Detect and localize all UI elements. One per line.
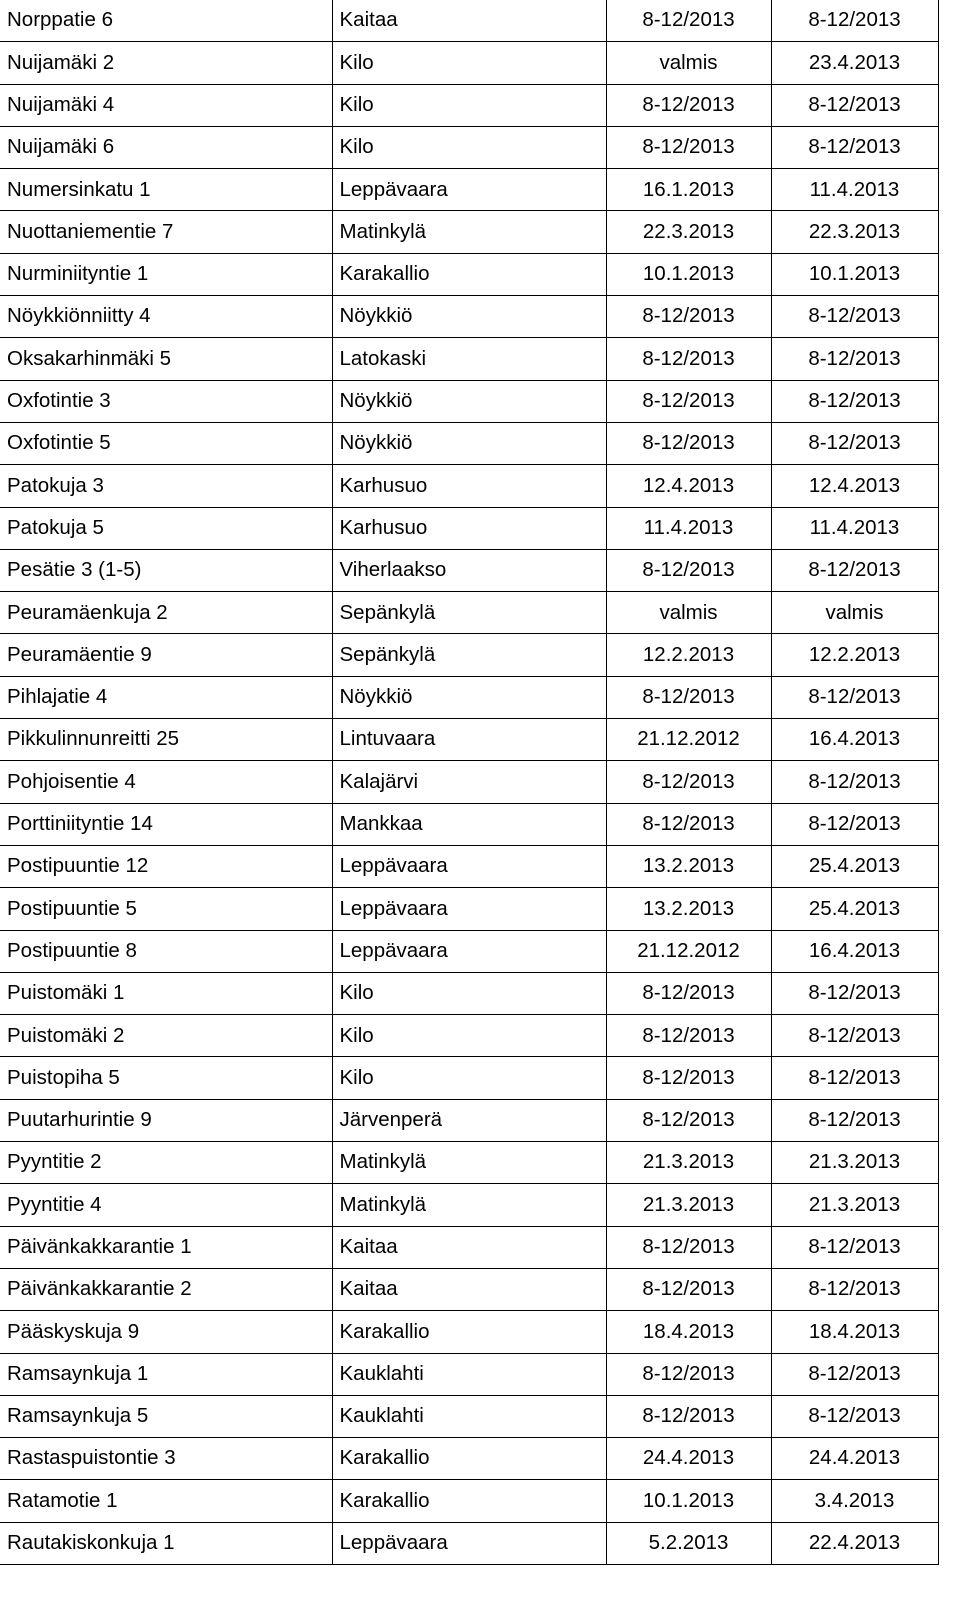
start-date-cell: 8-12/2013 bbox=[606, 1268, 771, 1310]
table-row bbox=[0, 803, 938, 845]
end-date-cell: 8-12/2013 bbox=[771, 1057, 938, 1099]
end-date-cell: 8-12/2013 bbox=[771, 676, 938, 718]
table-row bbox=[0, 1522, 938, 1564]
end-date-cell: 8-12/2013 bbox=[771, 0, 938, 42]
table-row bbox=[0, 380, 938, 422]
end-date-cell: 8-12/2013 bbox=[771, 1395, 938, 1437]
table-row bbox=[0, 338, 938, 380]
table-row bbox=[0, 1184, 938, 1226]
area-cell: Karakallio bbox=[332, 1480, 606, 1522]
street-cell: Norppatie 6 bbox=[0, 0, 332, 42]
end-date-cell: 23.4.2013 bbox=[771, 42, 938, 84]
area-cell: Matinkylä bbox=[332, 1142, 606, 1184]
start-date-cell: 8-12/2013 bbox=[606, 84, 771, 126]
end-date-cell: 25.4.2013 bbox=[771, 845, 938, 887]
start-date-cell: 24.4.2013 bbox=[606, 1438, 771, 1480]
table-row bbox=[0, 507, 938, 549]
area-cell: Matinkylä bbox=[332, 211, 606, 253]
area-cell: Kilo bbox=[332, 126, 606, 168]
area-cell: Karakallio bbox=[332, 253, 606, 295]
start-date-cell: 8-12/2013 bbox=[606, 1057, 771, 1099]
table-row bbox=[0, 169, 938, 211]
street-cell: Patokuja 5 bbox=[0, 507, 332, 549]
end-date-cell: 8-12/2013 bbox=[771, 1353, 938, 1395]
start-date-cell: 22.3.2013 bbox=[606, 211, 771, 253]
table-row bbox=[0, 592, 938, 634]
start-date-cell: 13.2.2013 bbox=[606, 888, 771, 930]
start-date-cell: 21.3.2013 bbox=[606, 1184, 771, 1226]
end-date-cell: 24.4.2013 bbox=[771, 1438, 938, 1480]
end-date-cell: 8-12/2013 bbox=[771, 549, 938, 591]
table-row bbox=[0, 1099, 938, 1141]
area-cell: Kauklahti bbox=[332, 1353, 606, 1395]
start-date-cell: 13.2.2013 bbox=[606, 845, 771, 887]
area-cell: Nöykkiö bbox=[332, 422, 606, 464]
street-cell: Patokuja 3 bbox=[0, 465, 332, 507]
table-row bbox=[0, 719, 938, 761]
end-date-cell: 8-12/2013 bbox=[771, 972, 938, 1014]
end-date-cell: 16.4.2013 bbox=[771, 930, 938, 972]
end-date-cell: 21.3.2013 bbox=[771, 1184, 938, 1226]
street-cell: Peuramäenkuja 2 bbox=[0, 592, 332, 634]
street-cell: Päivänkakkarantie 2 bbox=[0, 1268, 332, 1310]
end-date-cell: 12.2.2013 bbox=[771, 634, 938, 676]
area-cell: Kilo bbox=[332, 1015, 606, 1057]
street-cell: Ratamotie 1 bbox=[0, 1480, 332, 1522]
area-cell: Leppävaara bbox=[332, 845, 606, 887]
area-cell: Nöykkiö bbox=[332, 676, 606, 718]
end-date-cell: 8-12/2013 bbox=[771, 1268, 938, 1310]
street-cell: Puistopiha 5 bbox=[0, 1057, 332, 1099]
start-date-cell: 8-12/2013 bbox=[606, 803, 771, 845]
end-date-cell: 8-12/2013 bbox=[771, 296, 938, 338]
street-cell: Rautakiskonkuja 1 bbox=[0, 1522, 332, 1564]
start-date-cell: 12.4.2013 bbox=[606, 465, 771, 507]
area-cell: Matinkylä bbox=[332, 1184, 606, 1226]
end-date-cell: 8-12/2013 bbox=[771, 338, 938, 380]
table-row bbox=[0, 930, 938, 972]
area-cell: Leppävaara bbox=[332, 1522, 606, 1564]
table-row bbox=[0, 84, 938, 126]
area-cell: Nöykkiö bbox=[332, 296, 606, 338]
street-cell: Oxfotintie 5 bbox=[0, 422, 332, 464]
table-row bbox=[0, 126, 938, 168]
end-date-cell: 16.4.2013 bbox=[771, 719, 938, 761]
street-cell: Päivänkakkarantie 1 bbox=[0, 1226, 332, 1268]
area-cell: Karhusuo bbox=[332, 507, 606, 549]
end-date-cell: 22.4.2013 bbox=[771, 1522, 938, 1564]
end-date-cell: 8-12/2013 bbox=[771, 1226, 938, 1268]
start-date-cell: 5.2.2013 bbox=[606, 1522, 771, 1564]
table-row bbox=[0, 465, 938, 507]
end-date-cell: 8-12/2013 bbox=[771, 126, 938, 168]
end-date-cell: 3.4.2013 bbox=[771, 1480, 938, 1522]
table-row bbox=[0, 296, 938, 338]
table-row bbox=[0, 888, 938, 930]
area-cell: Lintuvaara bbox=[332, 719, 606, 761]
street-cell: Ramsaynkuja 5 bbox=[0, 1395, 332, 1437]
end-date-cell: 8-12/2013 bbox=[771, 1099, 938, 1141]
street-cell: Porttiniityntie 14 bbox=[0, 803, 332, 845]
table-row bbox=[0, 1311, 938, 1353]
area-cell: Kaitaa bbox=[332, 1226, 606, 1268]
start-date-cell: 8-12/2013 bbox=[606, 1353, 771, 1395]
table-row bbox=[0, 1395, 938, 1437]
street-cell: Numersinkatu 1 bbox=[0, 169, 332, 211]
area-cell: Mankkaa bbox=[332, 803, 606, 845]
street-cell: Oxfotintie 3 bbox=[0, 380, 332, 422]
area-cell: Karakallio bbox=[332, 1311, 606, 1353]
end-date-cell: 8-12/2013 bbox=[771, 803, 938, 845]
street-cell: Puistomäki 2 bbox=[0, 1015, 332, 1057]
end-date-cell: valmis bbox=[771, 592, 938, 634]
area-cell: Kilo bbox=[332, 1057, 606, 1099]
street-cell: Postipuuntie 8 bbox=[0, 930, 332, 972]
start-date-cell: 10.1.2013 bbox=[606, 253, 771, 295]
area-cell: Kilo bbox=[332, 972, 606, 1014]
start-date-cell: 8-12/2013 bbox=[606, 1015, 771, 1057]
start-date-cell: 8-12/2013 bbox=[606, 0, 771, 42]
area-cell: Latokaski bbox=[332, 338, 606, 380]
table-row bbox=[0, 1438, 938, 1480]
street-cell: Nuijamäki 6 bbox=[0, 126, 332, 168]
area-cell: Sepänkylä bbox=[332, 634, 606, 676]
area-cell: Karakallio bbox=[332, 1438, 606, 1480]
end-date-cell: 11.4.2013 bbox=[771, 169, 938, 211]
end-date-cell: 12.4.2013 bbox=[771, 465, 938, 507]
table-row bbox=[0, 1226, 938, 1268]
table-row bbox=[0, 845, 938, 887]
start-date-cell: valmis bbox=[606, 42, 771, 84]
street-cell: Postipuuntie 5 bbox=[0, 888, 332, 930]
area-cell: Leppävaara bbox=[332, 930, 606, 972]
end-date-cell: 8-12/2013 bbox=[771, 1015, 938, 1057]
area-cell: Leppävaara bbox=[332, 888, 606, 930]
start-date-cell: 11.4.2013 bbox=[606, 507, 771, 549]
end-date-cell: 8-12/2013 bbox=[771, 761, 938, 803]
start-date-cell: 8-12/2013 bbox=[606, 1099, 771, 1141]
end-date-cell: 8-12/2013 bbox=[771, 380, 938, 422]
street-cell: Oksakarhinmäki 5 bbox=[0, 338, 332, 380]
table-row bbox=[0, 1480, 938, 1522]
start-date-cell: 8-12/2013 bbox=[606, 549, 771, 591]
end-date-cell: 18.4.2013 bbox=[771, 1311, 938, 1353]
street-cell: Pyyntitie 2 bbox=[0, 1142, 332, 1184]
start-date-cell: 10.1.2013 bbox=[606, 1480, 771, 1522]
start-date-cell: 8-12/2013 bbox=[606, 338, 771, 380]
start-date-cell: 8-12/2013 bbox=[606, 422, 771, 464]
end-date-cell: 8-12/2013 bbox=[771, 84, 938, 126]
area-cell: Kauklahti bbox=[332, 1395, 606, 1437]
area-cell: Kilo bbox=[332, 42, 606, 84]
area-cell: Järvenperä bbox=[332, 1099, 606, 1141]
street-cell: Puistomäki 1 bbox=[0, 972, 332, 1014]
end-date-cell: 25.4.2013 bbox=[771, 888, 938, 930]
street-cell: Pyyntitie 4 bbox=[0, 1184, 332, 1226]
start-date-cell: 21.12.2012 bbox=[606, 930, 771, 972]
start-date-cell: 18.4.2013 bbox=[606, 1311, 771, 1353]
end-date-cell: 8-12/2013 bbox=[771, 422, 938, 464]
table-row bbox=[0, 1057, 938, 1099]
table-row bbox=[0, 211, 938, 253]
table-row bbox=[0, 761, 938, 803]
start-date-cell: 8-12/2013 bbox=[606, 676, 771, 718]
table-row bbox=[0, 1142, 938, 1184]
street-cell: Pihlajatie 4 bbox=[0, 676, 332, 718]
street-cell: Nöykkiönniitty 4 bbox=[0, 296, 332, 338]
end-date-cell: 10.1.2013 bbox=[771, 253, 938, 295]
end-date-cell: 21.3.2013 bbox=[771, 1142, 938, 1184]
table-row bbox=[0, 422, 938, 464]
start-date-cell: 8-12/2013 bbox=[606, 1226, 771, 1268]
start-date-cell: 8-12/2013 bbox=[606, 1395, 771, 1437]
start-date-cell: 8-12/2013 bbox=[606, 296, 771, 338]
street-cell: Nuottaniementie 7 bbox=[0, 211, 332, 253]
street-cell: Pohjoisentie 4 bbox=[0, 761, 332, 803]
table-row bbox=[0, 676, 938, 718]
table-row bbox=[0, 549, 938, 591]
start-date-cell: 16.1.2013 bbox=[606, 169, 771, 211]
area-cell: Kalajärvi bbox=[332, 761, 606, 803]
street-cell: Ramsaynkuja 1 bbox=[0, 1353, 332, 1395]
area-cell: Kaitaa bbox=[332, 1268, 606, 1310]
area-cell: Sepänkylä bbox=[332, 592, 606, 634]
street-cell: Pesätie 3 (1-5) bbox=[0, 549, 332, 591]
area-cell: Nöykkiö bbox=[332, 380, 606, 422]
street-cell: Nurminiityntie 1 bbox=[0, 253, 332, 295]
area-cell: Viherlaakso bbox=[332, 549, 606, 591]
street-cell: Postipuuntie 12 bbox=[0, 845, 332, 887]
street-cell: Nuijamäki 4 bbox=[0, 84, 332, 126]
table-row bbox=[0, 1353, 938, 1395]
table-row bbox=[0, 1268, 938, 1310]
start-date-cell: 21.3.2013 bbox=[606, 1142, 771, 1184]
street-cell: Rastaspuistontie 3 bbox=[0, 1438, 332, 1480]
start-date-cell: 8-12/2013 bbox=[606, 761, 771, 803]
start-date-cell: 12.2.2013 bbox=[606, 634, 771, 676]
start-date-cell: 8-12/2013 bbox=[606, 126, 771, 168]
start-date-cell: 8-12/2013 bbox=[606, 380, 771, 422]
table-row bbox=[0, 972, 938, 1014]
street-cell: Pikkulinnunreitti 25 bbox=[0, 719, 332, 761]
table-row bbox=[0, 0, 938, 42]
start-date-cell: 21.12.2012 bbox=[606, 719, 771, 761]
table-row bbox=[0, 1015, 938, 1057]
table-row bbox=[0, 634, 938, 676]
street-cell: Peuramäentie 9 bbox=[0, 634, 332, 676]
area-cell: Kaitaa bbox=[332, 0, 606, 42]
street-cell: Pääskyskuja 9 bbox=[0, 1311, 332, 1353]
area-cell: Kilo bbox=[332, 84, 606, 126]
street-cell: Puutarhurintie 9 bbox=[0, 1099, 332, 1141]
area-cell: Karhusuo bbox=[332, 465, 606, 507]
table-row bbox=[0, 253, 938, 295]
table-row bbox=[0, 42, 938, 84]
start-date-cell: valmis bbox=[606, 592, 771, 634]
area-cell: Leppävaara bbox=[332, 169, 606, 211]
end-date-cell: 22.3.2013 bbox=[771, 211, 938, 253]
start-date-cell: 8-12/2013 bbox=[606, 972, 771, 1014]
end-date-cell: 11.4.2013 bbox=[771, 507, 938, 549]
street-cell: Nuijamäki 2 bbox=[0, 42, 332, 84]
